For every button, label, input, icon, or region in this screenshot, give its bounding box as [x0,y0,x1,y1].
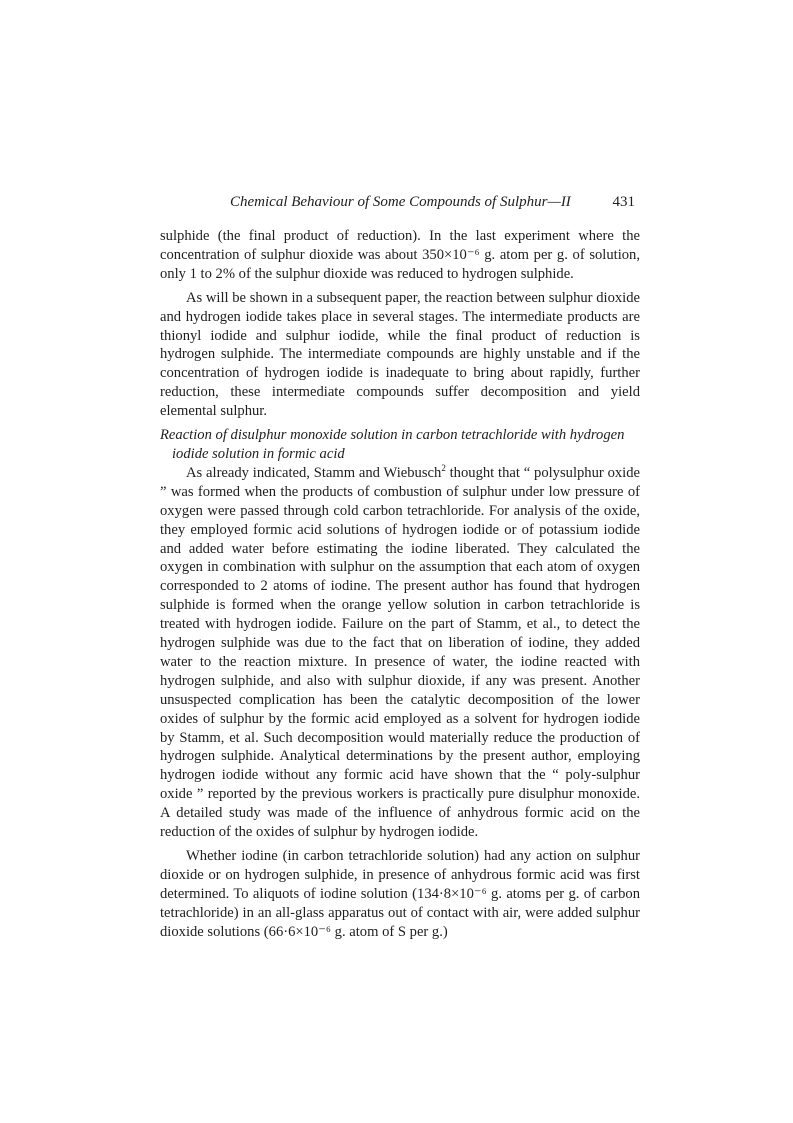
paragraph-reaction-stages: As will be shown in a subsequent paper, the reaction between sulphur dioxide and hydrogen iodide takes place in several stages. The intermediate products are thionyl iodide and sulphur iodide, while the final product of reduction is hydrogen sulphide. The intermediate compounds are highly unstable and if the concentration of hydrogen iodide is inadequate to bring about rapidly, further reduction, these intermediate compounds suffer decomposition and yield elemental sulphur. [160,289,640,420]
paragraph-iodine-action: Whether iodine (in carbon tetrachloride solution) had any action on sulphur dioxide or on hydrogen sulphide, in presence of anhydrous formic acid was first determined. To aliquots of iodine solution (134·8×10⁻⁶ g. atoms per g. of carbon tetrachloride) in an all-glass apparatus out of contact with air, were added sulphur dioxide solutions (66·6×10⁻⁶ g. atom of S per g.) [160,848,640,940]
paragraph-stamm-wiebusch-rest: thought that “ polysulphur oxide ” was formed when the products of combustion of sulphur under low pressure of oxygen were passed through cold carbon tetrachloride. For analysis of the oxide, they employed formic acid solutions of hydrogen iodide or of potassium iodide and added water before estimating the iodine liberated. They calculated the oxygen in combination with sulphur on the assumption that each atom of oxygen corresponded to 2 atoms of iodine. The present author has found that hydrogen sulphide is formed when the orange yellow solution in carbon tetrachloride is treated with hydrogen iodide. Failure on the part of Stamm, et al., to detect the hydrogen sulphide was due to the fact that on liberation of iodine, they added water to the reaction mixture. In presence of water, the iodine reacted with hydrogen sulphide, and also with sulphur dioxide, if any was present. Another unsuspected complication has been the catalytic decomposition of the lower oxides of sulphur by the formic acid employed as a solvent for hydrogen iodide by Stamm, et al. Such decomposition would materially reduce the production of hydrogen sulphide. Analytical determinations by the present author, employing hydrogen iodide without any formic acid have shown that the “ poly-sulphur oxide ” reported by the previous workers is practically pure disulphur monoxide. A detailed study was made of the influence of anhydrous formic acid on the reduction of the oxides of sulphur by hydrogen iodide. [160,464,640,841]
paragraph-stamm-wiebusch-start: As already indicated, Stamm and Wiebusch [186,464,442,481]
section-heading-line-2: iodide solution in formic acid [172,445,345,462]
reference-superscript: 2 [441,463,446,474]
page-number: 431 [612,194,635,210]
section-heading-line-1: Reaction of disulphur monoxide solution in carbon tetrachloride with hydrogen [160,427,625,444]
section-heading [160,426,640,464]
running-head-title: Chemical Behaviour of Some Compounds of Sulphur—II [230,194,571,210]
paragraph-stamm-wiebusch [160,464,640,842]
paragraph-continued: sulphide (the final product of reduction). In the last experiment where the concentration of sulphur dioxide was about 350×10⁻⁶ g. atom per g. of solution, only 1 to 2% of the sulphur dioxide was reduced to hydrogen sulphide. [160,228,640,282]
running-head [160,191,638,213]
body-text [160,227,640,942]
